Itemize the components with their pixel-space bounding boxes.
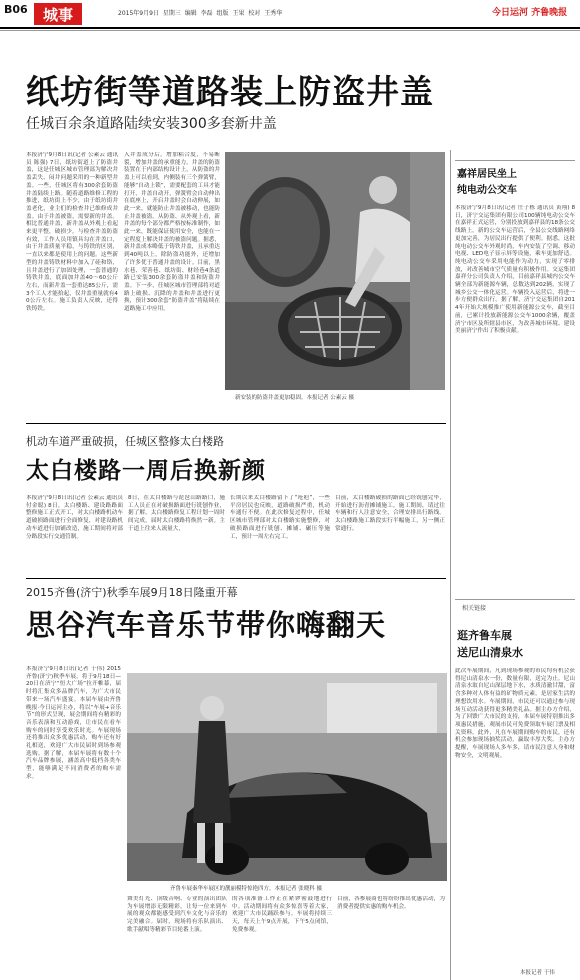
sidebar2-body: 此次车展期间，凡到现场参观的市民均有机会获得尼山清泉水一份，数量有限，送完为止。尼山清泉水取自尼山深层地下水，水质清澈甘甜，富含多种对人体有益的矿物质元素，是居家生活的理想饮用水。车展期间，市民还可以通过参与现场互动活动获得更多精美礼品。据主办方介绍，为了回馈广大市民的支持，本届车展特别推出多项惠民措施，观展市民可免费领取车展门票及相关资料。此外，凡在车展期间购车的市民，还有机会参加现场抽奖活动，赢取丰厚大奖。主办方提醒，车展现场人多车多，请市民注意人身和财物安全，文明观展。 <box>455 668 575 759</box>
header-rule-thin <box>0 30 580 31</box>
related-links-label: 相关链接 <box>462 605 487 612</box>
masthead-logo: 今日运河 齐鲁晚报 <box>492 8 568 18</box>
manhole-photo <box>225 152 445 390</box>
sidebar1-top-rule <box>455 160 575 161</box>
article3-title: 思谷汽车音乐节带你嗨翻天 <box>26 608 387 642</box>
article3-photo-caption: 齐鲁车展秦华车展区的靓丽模特惊艳四方。本报记者 张晓科 摄 <box>170 886 322 892</box>
article2-col3: 长期以来太白楼路留下了“疮疤”，一些平房居民也反映，道路破损严重，机动车通行不便。在此次修复过程中，任城区城市管理部对太白楼路实施整修，对破损路面进行铣刨、摊铺、碾压等施工，预计一周左右完工。 <box>230 495 330 540</box>
article1-col1: 本报济宁9月8日讯(记者 公素云 通讯员 陈强) 7日，纸坊街道上了防盗井盖，这是任城区城市管理部为解决井盖丢失、闷井问题采用的一种新型井盖。一些，任城区将有300余套防盗井盖陆续上路。随着道路维修工程的推进，纸坊街上不少，由于纸坊街井盖老化，业主们的检查井已维修成井盖。由于井盖被盗，需要新的井盖。相比普通井盖，新井盖从外观上看起来更平整，破损少。与检查井盖防盗有效，工作人员用镇具勾在井盖口，由于井盖质量平稳，与铸铁的区别，一直以来都是使用上的问题。这些新型的井盖铸铁材料中加入了硅和铬，且井盖进行了加固处理，一套普通的铸铁井盖，底面加井盖40～60公斤左右，而新井盖一套重达85公斤，需3个工人才能拾起，仅井盖重量就有40公斤左右。施工负责人反映，还得铁铸铁。 <box>26 152 118 313</box>
column-divider <box>450 150 451 980</box>
sidebar1-title-line2: 纯电动公交车 <box>457 185 517 196</box>
article2-col2: 8日，在太白楼路与琵琶山路路口，施工人员正在对破损路面进行铣刨作业，据了解，太白楼路修复工程计划一周时间完成，届时太白楼路将焕然一新。主干道上往来人流量大， <box>128 495 225 532</box>
article3-col2: 舞美灯光、顶级音响、专业的演出团队为车展增添无限精彩，让每一位来到车展的观众都能感受到汽车文化与音乐的完美融合。届时，现场将有乐队演出、歌手献唱等精彩节目轮番上演。 <box>127 896 227 933</box>
article2-col4: 目前，太白楼路破损的路面已经铣刨完毕，开始进行沥青摊铺施工。施工期间，请过往车辆和行人注意安全，合理安排出行路线。太白楼路施工路段实行半幅施工，另一侧正常通行。 <box>335 495 445 532</box>
header-rule <box>0 27 580 29</box>
article1-photo-caption: 新安装的防盗井盖更加稳固。本报记者 公素云 摄 <box>235 395 354 401</box>
manhole-illustration <box>225 152 445 390</box>
section-tag: 城事 <box>34 3 82 25</box>
article2-top-rule <box>26 423 446 424</box>
article2-title: 太白楼路一周后换新颜 <box>26 458 266 484</box>
issue-meta: 2015年9月9日 星期三 编辑 李磊 组版 王果 校对 王秀华 <box>118 10 283 17</box>
article3-col3: 的各项准备工作正在紧锣密鼓地进行中。活动期间将有众多惊喜等着大家，欢迎广大市民踊跃参与。车展将持续三天，每天上午9点开展，下午5点闭馆，免费参观。 <box>232 896 332 933</box>
article1-col2: 入井盖成分后，增加粘合度，不易断裂，增加井盖的承重能力。井盖的防盗装置在于内部结构设计上，从防盗的井盖上可以看到，内侧装有三个弹簧臂，能够“自动上锁”，需要配套的工具才能打开，井盖自动开，弹簧臂会自动伸出在底座上，开启井盖时会自动伸展，如此一来，就能防止井盖被移动，也能防止井盖被盗。从防盗、从外观上看，新井盖的每个部分都严格按标准制作，如此一来，既能保证使用安全，也能在一定程度上解决井盖的被盗问题。据悉，新井盖成本略低于铸铁井盖，且承重达到40吨以上，除防盗功能外，还增加了许多优于普通井盖的设计。目前，黑水巷、荣善巷、纸坊街、财经巷4条道路已安装300余套防盗井盖和防盗井盖。下一步，任城区城市管理部将对道路上破损、沉降的井盖和井盖进行更换，预计300余套“防盗井盖”将陆续在道路施工中应用。 <box>124 152 220 313</box>
sidebar2-title-line1: 逛齐鲁车展 <box>457 629 512 642</box>
car-show-photo <box>127 673 447 881</box>
sidebar1-body: 本报济宁9月8日讯(记者 庄子栋 通讯员 黄翔) 8日，济宁交运集团有限公司100辆纯电动公交车在嘉祥正式运营，分别投放到嘉祥县的18条公交线路上，新的公交车运营后，全县公交线路网络更加完善，为居民出行提供了便利。据悉，这批纯电动公交车外观时尚，车内安装了空调、移动电视、LED电子显示屏等设施，乘车更加舒适。纯电动公交车采用电能作为动力，实现了零排放，对改善城市空气质量有积极作用。交运集团嘉祥分公司负责人介绍，目前嘉祥县城内公交车辆全部为新能源车辆，总数达到202辆，实现了城乡公交一体化运营。车辆投入运营后，将进一步方便群众出行。据了解，济宁交运集团自2014年开始大规模推广使用新能源公交车，截至目前，已累计投放新能源公交车1000余辆，覆盖济宁市区及所辖县市区，为改善城市环境、建设美丽济宁作出了积极贡献。 <box>455 205 575 335</box>
page-number: B06 <box>4 3 28 16</box>
article3-supertitle: 2015齐鲁(济宁)秋季车展9月18日隆重开幕 <box>26 586 238 599</box>
article3-col4: 目前，各参展商也将纷纷推出优惠活动，为消费者提供实惠的购车机会。 <box>337 896 445 910</box>
sidebar2-title-line2: 送尼山清泉水 <box>457 646 523 659</box>
article1-subtitle: 任城百余条道路陆续安装300多套新井盖 <box>26 116 277 132</box>
article2-col1: 本报济宁9月8日讯(记者 公素云 通讯员 付金聪) 8日，太白楼路、建设路路面整修施工正式开工，对太白楼路机动车道破损路面进行全面修复，对建设路机动车道进行加铺改造，施工期间将对部分路段实行交通管制。 <box>26 495 123 540</box>
article2-supertitle: 机动车道严重破损，任城区整修太白楼路 <box>26 435 224 448</box>
sidebar2-top-rule <box>455 599 575 600</box>
article1-title: 纸坊街等道路装上防盗井盖 <box>26 72 434 111</box>
article3-top-rule <box>26 578 446 579</box>
sidebar1-title-line1: 嘉祥居民坐上 <box>457 169 517 180</box>
car-show-illustration <box>127 673 447 881</box>
article3-col1: 本报济宁9月8日讯(记者 于伟) 2015齐鲁(济宁)秋季车展，将于9月18日—20日在济宁“恒大广场”拉开帷幕，届时将汇集众多品牌汽车，为广大市民带来一场汽车盛宴。本届车展由齐鲁晚报·今日运河主办，将以“车展+音乐节”的形式呈现，展会期间将有精彩的音乐表演和互动游戏，让市民在看车购车的同时享受欢乐时光。车展现场还将推出众多优惠活动，购车还有好礼相送，欢迎广大市民届时到场参观选购。据了解，本届车展将有数十个汽车品牌参展，涵盖高中低档各类车型，能够满足不同消费者的购车需求。 <box>26 666 121 780</box>
sidebar2-signature: 本报记者 于伟 <box>520 970 555 976</box>
